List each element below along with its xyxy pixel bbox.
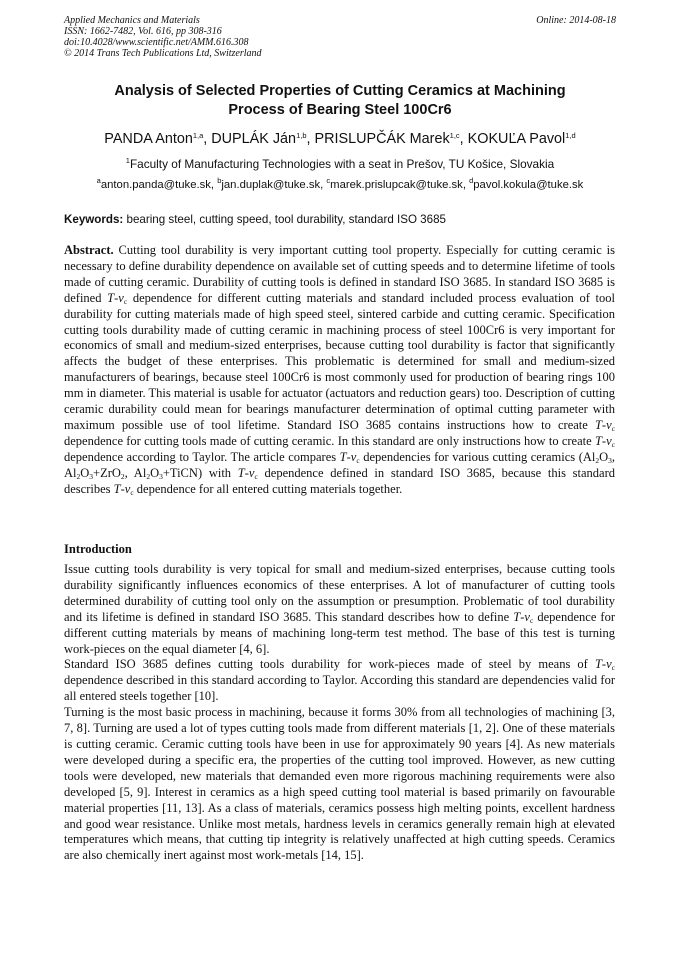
author-sup: 1,d bbox=[565, 131, 576, 140]
email-list: $^a$anton.panda@tuke.sk, $^b$jan.duplak@tuke.sk, $^c$marek.prislupcak@tuke.sk, $^d$pavol.kokula@tuke.sk bbox=[96, 176, 584, 191]
email-address[interactable]: anton.panda@tuke.sk bbox=[100, 179, 211, 191]
copyright-line: © 2014 Trans Tech Publications Ltd, Switzerland bbox=[64, 48, 262, 59]
affiliation-sup: 1 bbox=[125, 156, 130, 165]
author-sup: 1,b bbox=[296, 131, 307, 140]
abstract-text: dependence for cutting tools made of cutting ceramic. In this standard are only instructions how to create bbox=[64, 433, 592, 448]
journal-name: Applied Mechanics and Materials bbox=[64, 15, 200, 26]
paragraph-text: Standard ISO 3685 defines cutting tools durability for work-pieces made of steel by means of bbox=[64, 657, 588, 672]
online-date: Online: 2014-08-18 bbox=[536, 15, 616, 26]
affiliation-text: Faculty of Manufacturing Technologies with a seat in Prešov, TU Košice, Slovakia bbox=[129, 157, 555, 171]
abstract-text: dependence according to Taylor. The article compares bbox=[64, 449, 337, 464]
section-heading: Introduction bbox=[64, 542, 132, 556]
email-sup: b bbox=[217, 176, 222, 185]
paragraph: Issue cutting tools durability is very topical for small and medium-sized enterprises, because cutting tools durability significantly influences economics of these enterprises. A lot of manufacturer of cutting tools determined durability of cutting tool only on the assumption or presumption. Problematic of tool durability and its lifetime is defined in standard ISO 3685. This standard describes how to define $T-v_c$ dependence for different cutting materials by means of machining long-term test method. The base of this test is turning work-pieces on the equal diameter [4, 6]. bbox=[64, 562, 616, 656]
abstract-text: ) with bbox=[197, 465, 232, 480]
email-sup: d bbox=[469, 176, 474, 185]
keywords-text: bearing steel, cutting speed, tool durability, standard ISO 3685 bbox=[126, 213, 446, 226]
paper-title bbox=[64, 82, 616, 120]
email-address[interactable]: jan.duplak@tuke.sk bbox=[221, 179, 321, 191]
doi-line: doi:10.4028/www.scientific.net/AMM.616.308 bbox=[64, 37, 249, 48]
paragraph-text: Issue cutting tools durability is very topical for small and medium-sized enterprises, because cutting tools durability significantly influences economics of these enterprises. A lot of manufacturer of cutting tools determined durability of cutting tool only on the assumption or presumption. Problematic of tool durability and its lifetime is defined in standard ISO 3685. This standard describes how to define bbox=[64, 562, 615, 624]
email-sup: a bbox=[96, 176, 101, 185]
author-list: PANDA Anton$^{1,a}$, DUPLÁK Ján$^{1,b}$, PRISLUPČÁK Marek$^{1,c}$, KOKUĽA Pavol$^{1,d}$ bbox=[104, 131, 576, 147]
issn-line: ISSN: 1662-7482, Vol. 616, pp 308-316 bbox=[64, 26, 222, 37]
abstract-text: dependencies for various cutting ceramics ( bbox=[363, 449, 583, 464]
paragraph-text: dependence described in this standard according to Taylor. According this standard are dependencies valid for all entered steels together [10]. bbox=[64, 673, 615, 704]
abstract: Abstract. Cutting tool durability is very important cutting tool property. Especially for cutting ceramic is necessary to define durability dependence on available set of cutting speeds and to determine lifetime of tools made of cutting ceramic. Durability of cutting tools is defined in standard ISO 3685. In standard ISO 3685 is defined $T-v_c$ dependence for different cutting materials and standard included process evaluation of tool durability for cutting materials made of high speed steel, sintered carbide and cutting ceramic. Specification cutting tools durability made of cutting ceramic in machining process of steel 100Cr6 is very important for economics of small and medium-sized enterprises, because cutting tool durability is factor that significantly affects the budget of these enterprises. This problematic is determined for small and medium-sized manufacturers of bearings, because steel 100Cr6 is most commonly used for production of bearing rings 100 mm in diameter. This material is usable for actuator (actuators and reduction gears) too. Description of cutting ceramic durability could mean for bearings manufacturer determination of optimal cutting parameter with maximum possible use of tool lifetime. Standard ISO 3685 contains instructions how to create $T-v_c$ dependence for cutting tools made of cutting ceramic. In this standard are only instructions how to create $T-v_c$ dependence according to Taylor. The article compares $T-v_c$ dependencies for various cutting ceramics ($Al_2O_3$, $Al_2O_3+ZrO_2$, $Al_2O_3+TiCN$) with $T-v_c$ dependence defined in standard ISO 3685, because this standard describes $T-v_c$ dependence for all entered cutting materials together. bbox=[64, 243, 616, 497]
keywords-label: Keywords: bbox=[64, 213, 124, 226]
email-sup: c bbox=[326, 176, 331, 185]
author-name: PRISLUPČÁK Marek bbox=[314, 131, 450, 147]
keywords bbox=[64, 213, 624, 227]
email-address[interactable]: pavol.kokula@tuke.sk bbox=[473, 179, 584, 191]
paragraph: Turning is the most basic process in machining, because it forms 30% from all technologies of machining [3, 7, 8]. Turning are used a lot of types cutting tools made from different materials [1, 2]. One of these materials is cutting ceramic. Ceramic cutting tools have been in use for approximately 90 years [4]. As new materials were developed during a specific era, the properties of the cutting tool improved. However, as new cutting tools were developed, new materials that demanded even more rigorous machining requirements were also developed [5, 9]. Interest in ceramics as a high speed cutting tool material is based primarily on favourable material properties [11, 13]. As a class of materials, ceramics possess high melting points, excellent hardness and good wear resistance. Unlike most metals, hardness levels in ceramics generally remain high at elevated temperatures which means, that cutting tip integrity is relatively unaffected at high cutting speeds. Ceramics are also chemically inert against most work-metals [14, 15]. bbox=[64, 705, 615, 863]
abstract-text: Cutting tool durability is very important cutting tool property. Especially for cutting ceramic is necessary to define durability dependence on available set of cutting speeds and to determine lifetime of tools made of cutting ceramic. Durability of cutting tools is defined in standard ISO 3685. In standard ISO 3685 is defined bbox=[64, 243, 615, 305]
author-name: DUPLÁK Ján bbox=[211, 131, 297, 147]
abstract-text: dependence for all entered cutting materials together. bbox=[136, 481, 403, 496]
journal-header bbox=[64, 15, 616, 59]
title-line-2: Process of Bearing Steel 100Cr6 bbox=[228, 102, 452, 118]
author-sup: 1,c bbox=[449, 131, 460, 140]
abstract-text: dependence defined in standard ISO 3685, because this standard describes bbox=[64, 465, 616, 496]
title-line-1: Analysis of Selected Properties of Cutting Ceramics at Machining bbox=[114, 83, 566, 99]
paragraph: Standard ISO 3685 defines cutting tools durability for work-pieces made of steel by means of $T-v_c$ dependence described in this standard according to Taylor. According this standard are dependencies valid for all entered steels together [10]. bbox=[64, 657, 615, 704]
introduction-body bbox=[64, 562, 615, 864]
author-name: KOKUĽA Pavol bbox=[467, 131, 566, 147]
email-address[interactable]: marek.prislupcak@tuke.sk bbox=[330, 179, 463, 191]
paragraph-text: dependence for different cutting materials by means of machining long-term test method. The base of this test is turning work-pieces on the equal diameter [4, 6]. bbox=[64, 609, 616, 656]
abstract-text: dependence for different cutting materials and standard included process evaluation of tool durability for cutting materials made of high speed steel, sintered carbide and cutting ceramic. Specification cutting tools durability made of cutting ceramic in machining process of steel 100Cr6 is very important for economics of small and medium-sized enterprises, because cutting tool durability is factor that significantly affects the budget of these enterprises. This problematic is determined for small and medium-sized manufacturers of bearings, because steel 100Cr6 is most commonly used for production of bearing rings 100 mm in diameter. This material is usable for actuator (actuators and reduction gears) too. Description of cutting ceramic durability could mean for bearings manufacturer determination of optimal cutting parameter with maximum possible use of tool lifetime. Standard ISO 3685 contains instructions how to create bbox=[64, 290, 615, 432]
author-sup: 1,a bbox=[192, 131, 204, 140]
author-name: PANDA Anton bbox=[104, 131, 193, 147]
abstract-label: Abstract. bbox=[64, 243, 114, 257]
affiliation bbox=[40, 157, 640, 171]
